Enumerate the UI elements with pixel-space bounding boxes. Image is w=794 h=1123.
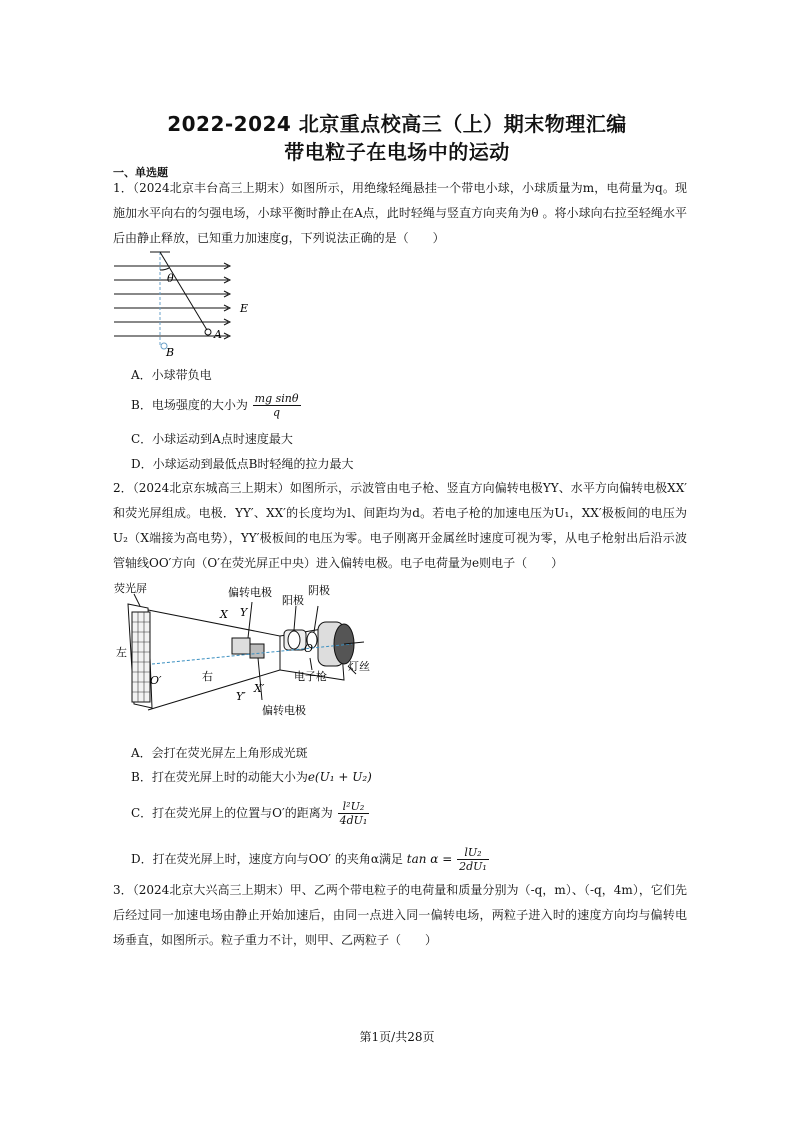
theta-label: θ [167, 272, 174, 285]
q2-option-b-prefix: B．打在荧光屏上时的动能大小为 [131, 770, 308, 784]
q1-option-c: C．小球运动到A点时速度最大 [131, 432, 293, 446]
q2-option-b-expr: e(U₁ + U₂) [307, 770, 372, 784]
q1-option-d: D．小球运动到最低点B时轻绳的拉力最大 [131, 457, 354, 471]
fraction-numerator: l²U₂ [338, 800, 370, 814]
ball-at-A [205, 329, 211, 335]
page-footer: 第1页/共28页 [359, 1030, 435, 1044]
q1-option-b-prefix: B．电场强度的大小为 [131, 398, 248, 412]
q2-option-d [131, 846, 489, 873]
deflect-top-label: 偏转电极 [228, 586, 272, 599]
question-1-text: 1．（2024北京丰台高三上期末）如图所示，用绝缘轻绳悬挂一个带电小球，小球质量为m，电荷量为q。现施加水平向右的匀强电场，小球平衡时静止在A点，此时轻绳与竖直方向夹角为θ 。将小球向右拉至轻绳水平后由静止释放，已知重力加速度g，下列说法正确的是（ ） [113, 181, 687, 245]
plate-Yp-label: Y′ [236, 690, 246, 703]
question-2-figure [112, 582, 402, 722]
screen-label: 荧光屏 [114, 582, 147, 595]
q2-option-c-fraction [338, 800, 370, 827]
q2-option-a: A．会打在荧光屏左上角形成光斑 [131, 746, 308, 760]
fraction-numerator: lU₂ [457, 846, 489, 860]
q1-option-b [131, 392, 301, 419]
q2-option-d-prefix: D．打在荧光屏上时，速度方向与OO′ 的夹角α满足 [131, 852, 403, 866]
plate-Y-label: Y [240, 606, 248, 619]
section-heading: 一、单选题 [113, 166, 168, 179]
gun-label: 电子枪 [294, 670, 327, 683]
fraction-denominator: 2dU₁ [459, 860, 487, 873]
document-title: 2022-2024 北京重点校高三（上）期末物理汇编 [167, 112, 627, 136]
cathode-label: 阴极 [308, 584, 330, 597]
document-subtitle: 带电粒子在电场中的运动 [284, 140, 510, 164]
point-O-label: O [304, 642, 314, 655]
deflect-bottom-label: 偏转电极 [262, 704, 306, 717]
q2-option-b [131, 768, 372, 786]
fraction-denominator: q [273, 406, 281, 419]
q2-option-d-lhs: tan α = [406, 852, 453, 866]
right-label: 右 [202, 670, 213, 683]
q2-option-c-prefix: C．打在荧光屏上的位置与O′的距离为 [131, 806, 333, 820]
q2-option-c [131, 800, 369, 827]
anode-label: 阳极 [282, 594, 304, 607]
left-label: 左 [116, 646, 127, 659]
q2-option-d-fraction [457, 846, 489, 873]
question-2-text: 2．（2024北京东城高三上期末）如图所示，示波管由电子枪、竖直方向偏转电极YY、水平方向偏转电极XX′和荧光屏组成。电极．YY′、XX′的长度均为l、间距均为d。若电子枪的加速电压为U₁，XX′极板间的电压为U₂（X端接为高电势），YY′极板间的电压为零。电子刚离开金属丝时速度可视为零，从电子枪射出后沿示波管轴线OO′方向（O′在荧光屏正中央）进入偏转电极。电子电荷量为e则电子（ ） [113, 481, 687, 570]
question-3-text: 3．（2024北京大兴高三上期末）甲、乙两个带电粒子的电荷量和质量分别为（-q，m）、（-q，4m），它们先后经过同一加速电场由静止开始加速后，由同一点进入同一偏转电场，两粒子进入时的速度方向均与偏转电场垂直，如图所示。粒子重力不计，则甲、乙两粒子（ ） [113, 883, 687, 947]
plate-X-label: X [220, 608, 228, 621]
question-1-figure [108, 248, 258, 360]
point-Op-label: O′ [150, 674, 162, 687]
plate-Xp-label: X′ [254, 682, 265, 695]
point-A-label: A [214, 328, 222, 341]
field-E-label: E [240, 302, 249, 315]
point-B-label: B [166, 346, 175, 359]
fraction-numerator: mg sinθ [254, 392, 299, 405]
filament-label: 灯丝 [348, 660, 370, 673]
string-line [160, 252, 207, 330]
q1-option-a: A．小球带负电 [131, 368, 212, 382]
fraction-denominator: 4dU₁ [339, 814, 368, 827]
q1-option-b-fraction [253, 392, 301, 419]
